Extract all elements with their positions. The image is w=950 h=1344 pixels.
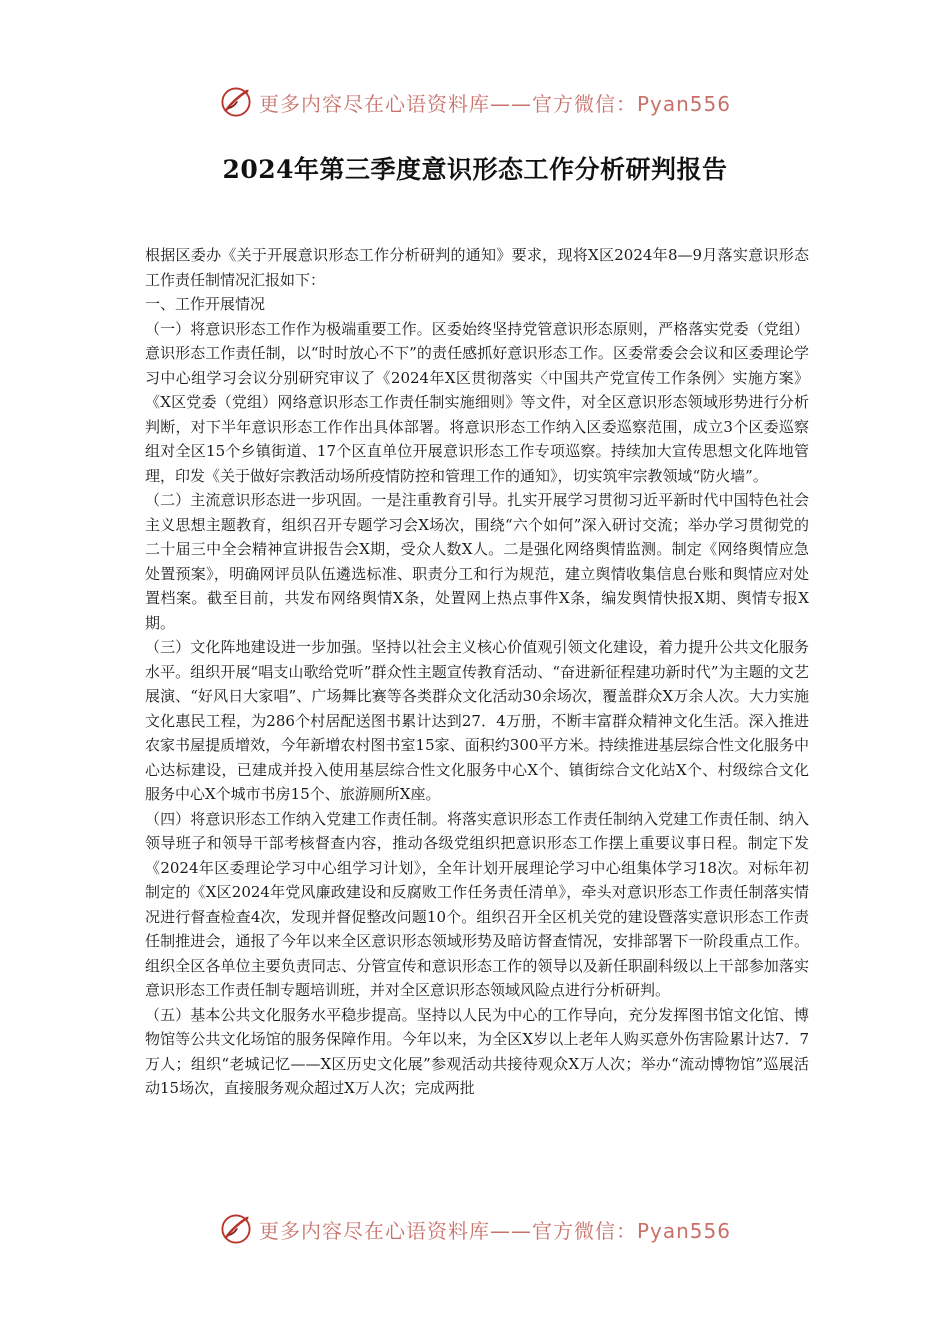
watermark-text: 更多内容尽在心语资料库——官方微信：Pyan556 [258, 1218, 731, 1243]
pen-brush-logo-icon [219, 85, 253, 119]
body-paragraph: （五）基本公共文化服务水平稳步提高。坚持以人民为中心的工作导向，充分发挥图书馆文化馆、博物馆等公共文化场馆的服务保障作用。今年以来，为全区X岁以上老年人购买意外伤害险累计达7．7万人；组织“老城记忆——X区历史文化展”参观活动共接待观众X万人次；举办“流动博物馆”巡展活动15场次，直接服务观众超过X万人次；完成两批 [145, 1005, 809, 1097]
pen-brush-logo-icon [219, 1212, 253, 1246]
document-title: 2024年第三季度意识形态工作分析研判报告 [222, 155, 728, 184]
section-heading: 一、工作开展情况 [145, 295, 266, 313]
intro-paragraph: 根据区委办《关于开展意识形态工作分析研判的通知》要求，现将X区2024年8—9月落实意识形态工作责任制情况汇报如下： [145, 246, 809, 289]
body-paragraph: （四）将意识形态工作纳入党建工作责任制。将落实意识形态工作责任制纳入党建工作责任制、纳入领导班子和领导干部考核督查内容，推动各级党组织把意识形态工作摆上重要议事日程。制定下发《2024年区委理论学习中心组学习计划》，全年计划开展理论学习中心组集体学习18次。对标年初制定的《X区2024年党风廉政建设和反腐败工作任务责任清单》，牵头对意识形态工作责任制落实情况进行督查检查4次，发现并督促整改问题10个。组织召开全区机关党的建设暨落实意识形态工作责任制推进会，通报了今年以来全区意识形态领域形势及暗访督查情况，安排部署下一阶段重点工作。组织全区各单位主要负责同志、分管宣传和意识形态工作的领导以及新任职副科级以上干部参加落实意识形态工作责任制专题培训班，并对全区意识形态领域风险点进行分析研判。 [145, 809, 809, 999]
document-body [145, 243, 809, 1101]
watermark-banner-bottom [0, 1207, 950, 1251]
body-paragraph: （三）文化阵地建设进一步加强。坚持以社会主义核心价值观引领文化建设，着力提升公共文化服务水平。组织开展“唱支山歌给党听”群众性主题宣传教育活动、“奋进新征程建功新时代”为主题的文艺展演、“好风日大家唱”、广场舞比赛等各类群众文化活动30余场次，覆盖群众X万余人次。大力实施文化惠民工程，为286个村居配送图书累计达到27．4万册，不断丰富群众精神文化生活。深入推进农家书屋提质增效，今年新增农村图书室15家、面积约300平方米。持续推进基层综合性文化服务中心达标建设，已建成并投入使用基层综合性文化服务中心X个、镇街综合文化站X个、村级综合文化服务中心X个城市书房15个、旅游厕所X座。 [145, 638, 809, 803]
watermark-banner-top [0, 80, 950, 124]
body-paragraph: （一）将意识形态工作作为极端重要工作。区委始终坚持党管意识形态原则，严格落实党委（党组）意识形态工作责任制，以“时时放心不下”的责任感抓好意识形态工作。区委常委会会议和区委理论学习中心组学习会议分别研究审议了《2024年X区贯彻落实〈中国共产党宣传工作条例〉实施方案》《X区党委（党组）网络意识形态工作责任制实施细则》等文件，对全区意识形态领域形势进行分析判断，对下半年意识形态工作作出具体部署。将意识形态工作纳入区委巡察范围，成立3个区委巡察组对全区15个乡镇街道、17个区直单位开展意识形态工作专项巡察。持续加大宣传思想文化阵地管理，印发《关于做好宗教活动场所疫情防控和管理工作的通知》，切实筑牢宗教领域“防火墙”。 [145, 319, 809, 485]
watermark-text: 更多内容尽在心语资料库——官方微信：Pyan556 [258, 91, 731, 116]
body-paragraph: （二）主流意识形态进一步巩固。一是注重教育引导。扎实开展学习贯彻习近平新时代中国特色社会主义思想主题教育，组织召开专题学习会X场次，围绕“六个如何”深入研讨交流；举办学习贯彻党的二十届三中全会精神宣讲报告会X期，受众人数X人。二是强化网络舆情监测。制定《网络舆情应急处置预案》，明确网评员队伍遴选标准、职责分工和行为规范，建立舆情收集信息台账和舆情应对处置档案。截至目前，共发布网络舆情X条，处置网上热点事件X条，编发舆情快报X期、舆情专报X期。 [145, 491, 809, 632]
